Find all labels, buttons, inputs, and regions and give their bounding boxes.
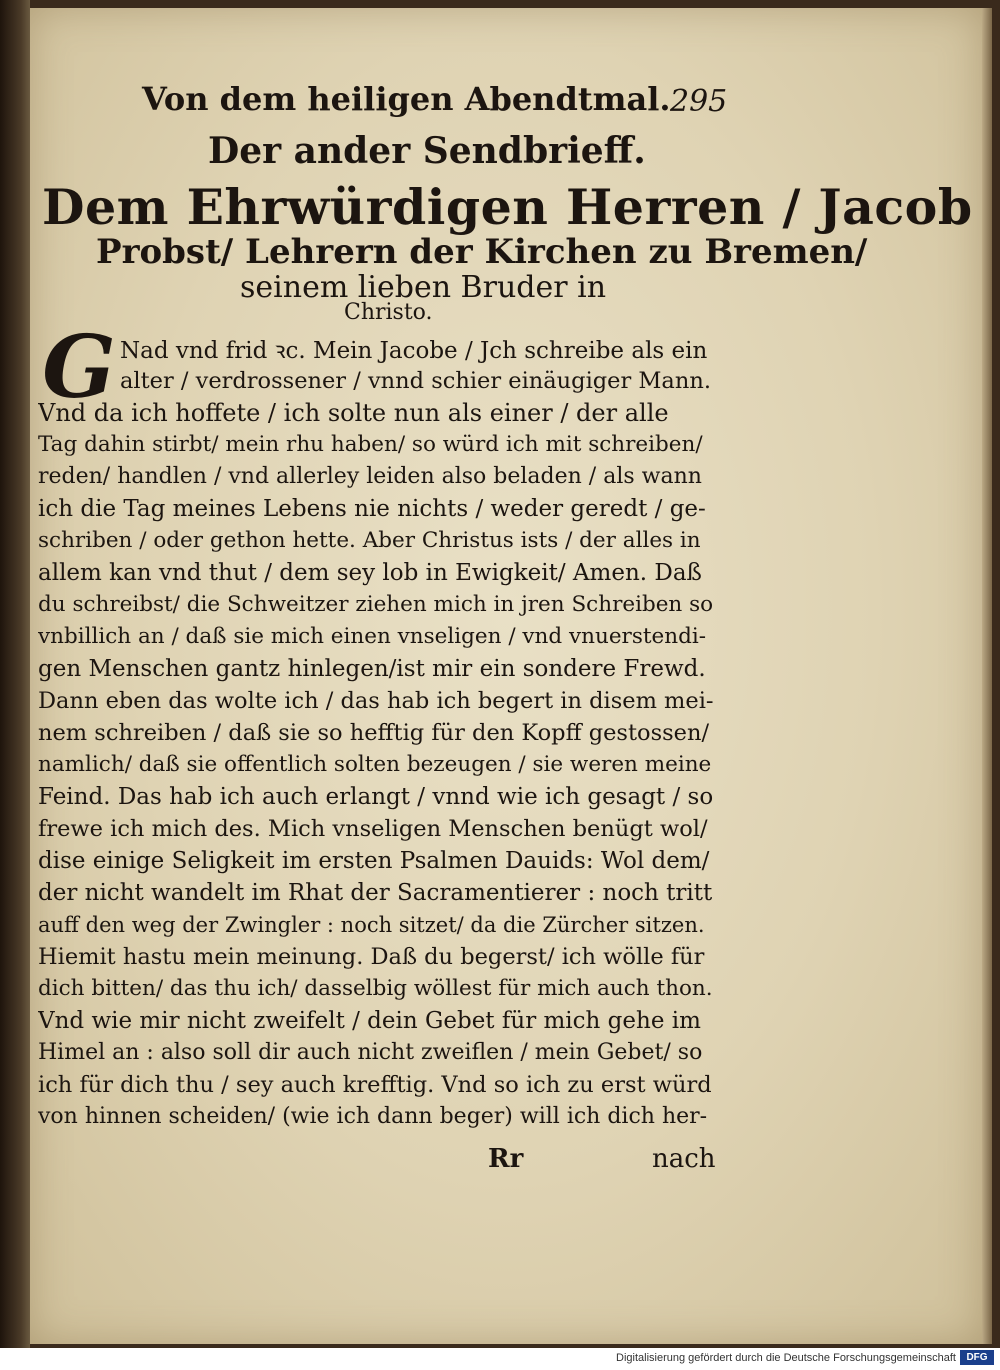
running-header: Von dem heiligen Abendtmal. xyxy=(142,80,671,118)
body-line: Dann eben das wolte ich / das hab ich begert in disem mei- xyxy=(38,688,714,714)
page-number: 295 xyxy=(670,84,728,119)
address-line-3: seinem lieben Bruder in xyxy=(240,270,607,305)
body-line: gen Menschen gantz hinlegen/ist mir ein sondere Frewd. xyxy=(38,656,706,682)
body-line: ich für dich thu / sey auch krefftig. Vnd so ich zu erst würd xyxy=(38,1072,712,1098)
address-line-2: Probst/ Lehrern der Kirchen zu Bremen/ xyxy=(96,232,868,272)
body-line: schriben / oder gethon hette. Aber Christus ists / der alles in xyxy=(38,528,701,553)
page-edge xyxy=(982,8,992,1344)
body-line: alter / verdrossener / vnnd schier einäugiger Mann. xyxy=(120,368,711,394)
body-line: frewe ich mich des. Mich vnseligen Menschen benügt wol/ xyxy=(38,816,708,842)
body-line: ich die Tag meines Lebens nie nichts / weder geredt / ge- xyxy=(38,496,706,522)
body-line: auff den weg der Zwingler : noch sitzet/ da die Zürcher sitzen. xyxy=(38,913,705,937)
body-line: reden/ handlen / vnd allerley leiden also beladen / als wann xyxy=(38,464,702,489)
funding-credit: Digitalisierung gefördert durch die Deutsche Forschungsgemeinschaft xyxy=(616,1352,956,1364)
body-line: du schreibst/ die Schweitzer ziehen mich in jren Schreiben so xyxy=(38,592,714,617)
body-line: nem schreiben / daß sie so hefftig für den Kopff gestossen/ xyxy=(38,720,710,746)
body-line: vnbillich an / daß sie mich einen vnseligen / vnd vnuerstendi- xyxy=(38,624,706,649)
body-line: der nicht wandelt im Rhat der Sacramentierer : noch tritt xyxy=(38,880,713,906)
binding-shadow xyxy=(0,0,30,1348)
letter-subtitle: Der ander Sendbrieff. xyxy=(208,130,646,172)
body-line: von hinnen scheiden/ (wie ich dann beger) will ich dich her- xyxy=(38,1104,708,1129)
body-line: dich bitten/ das thu ich/ dasselbig wöllest für mich auch thon. xyxy=(38,976,713,1001)
body-line: Vnd da ich hoffete / ich solte nun als einer / der alle xyxy=(38,399,669,427)
decorated-initial: G xyxy=(42,317,116,418)
body-line: dise einige Seligkeit im ersten Psalmen Dauids: Wol dem/ xyxy=(38,848,710,874)
catchword: nach xyxy=(652,1144,716,1174)
address-line-1: Dem Ehrwürdigen Herren / Jacob xyxy=(42,178,973,236)
body-line: allem kan vnd thut / dem sey lob in Ewigkeit/ Amen. Daß xyxy=(38,560,702,586)
signature-mark: Rr xyxy=(488,1144,524,1174)
body-line: Himel an : also soll dir auch nicht zweiflen / mein Gebet/ so xyxy=(38,1040,703,1065)
body-line: Hiemit hastu mein meinung. Daß du begerst/ ich wölle für xyxy=(38,944,705,970)
body-line: Nad vnd frid ꝛc. Mein Jacobe / Jch schreibe als ein xyxy=(120,338,708,364)
body-line: namlich/ daß sie offentlich solten bezeugen / sie weren meine xyxy=(38,752,712,777)
body-line: Vnd wie mir nicht zweifelt / dein Gebet für mich gehe im xyxy=(38,1008,701,1034)
body-line: Tag dahin stirbt/ mein rhu haben/ so würd ich mit schreiben/ xyxy=(38,432,703,457)
body-line: Feind. Das hab ich auch erlangt / vnnd wie ich gesagt / so xyxy=(38,784,714,810)
address-line-4: Christo. xyxy=(344,300,433,325)
dfg-logo: DFG xyxy=(960,1350,994,1365)
